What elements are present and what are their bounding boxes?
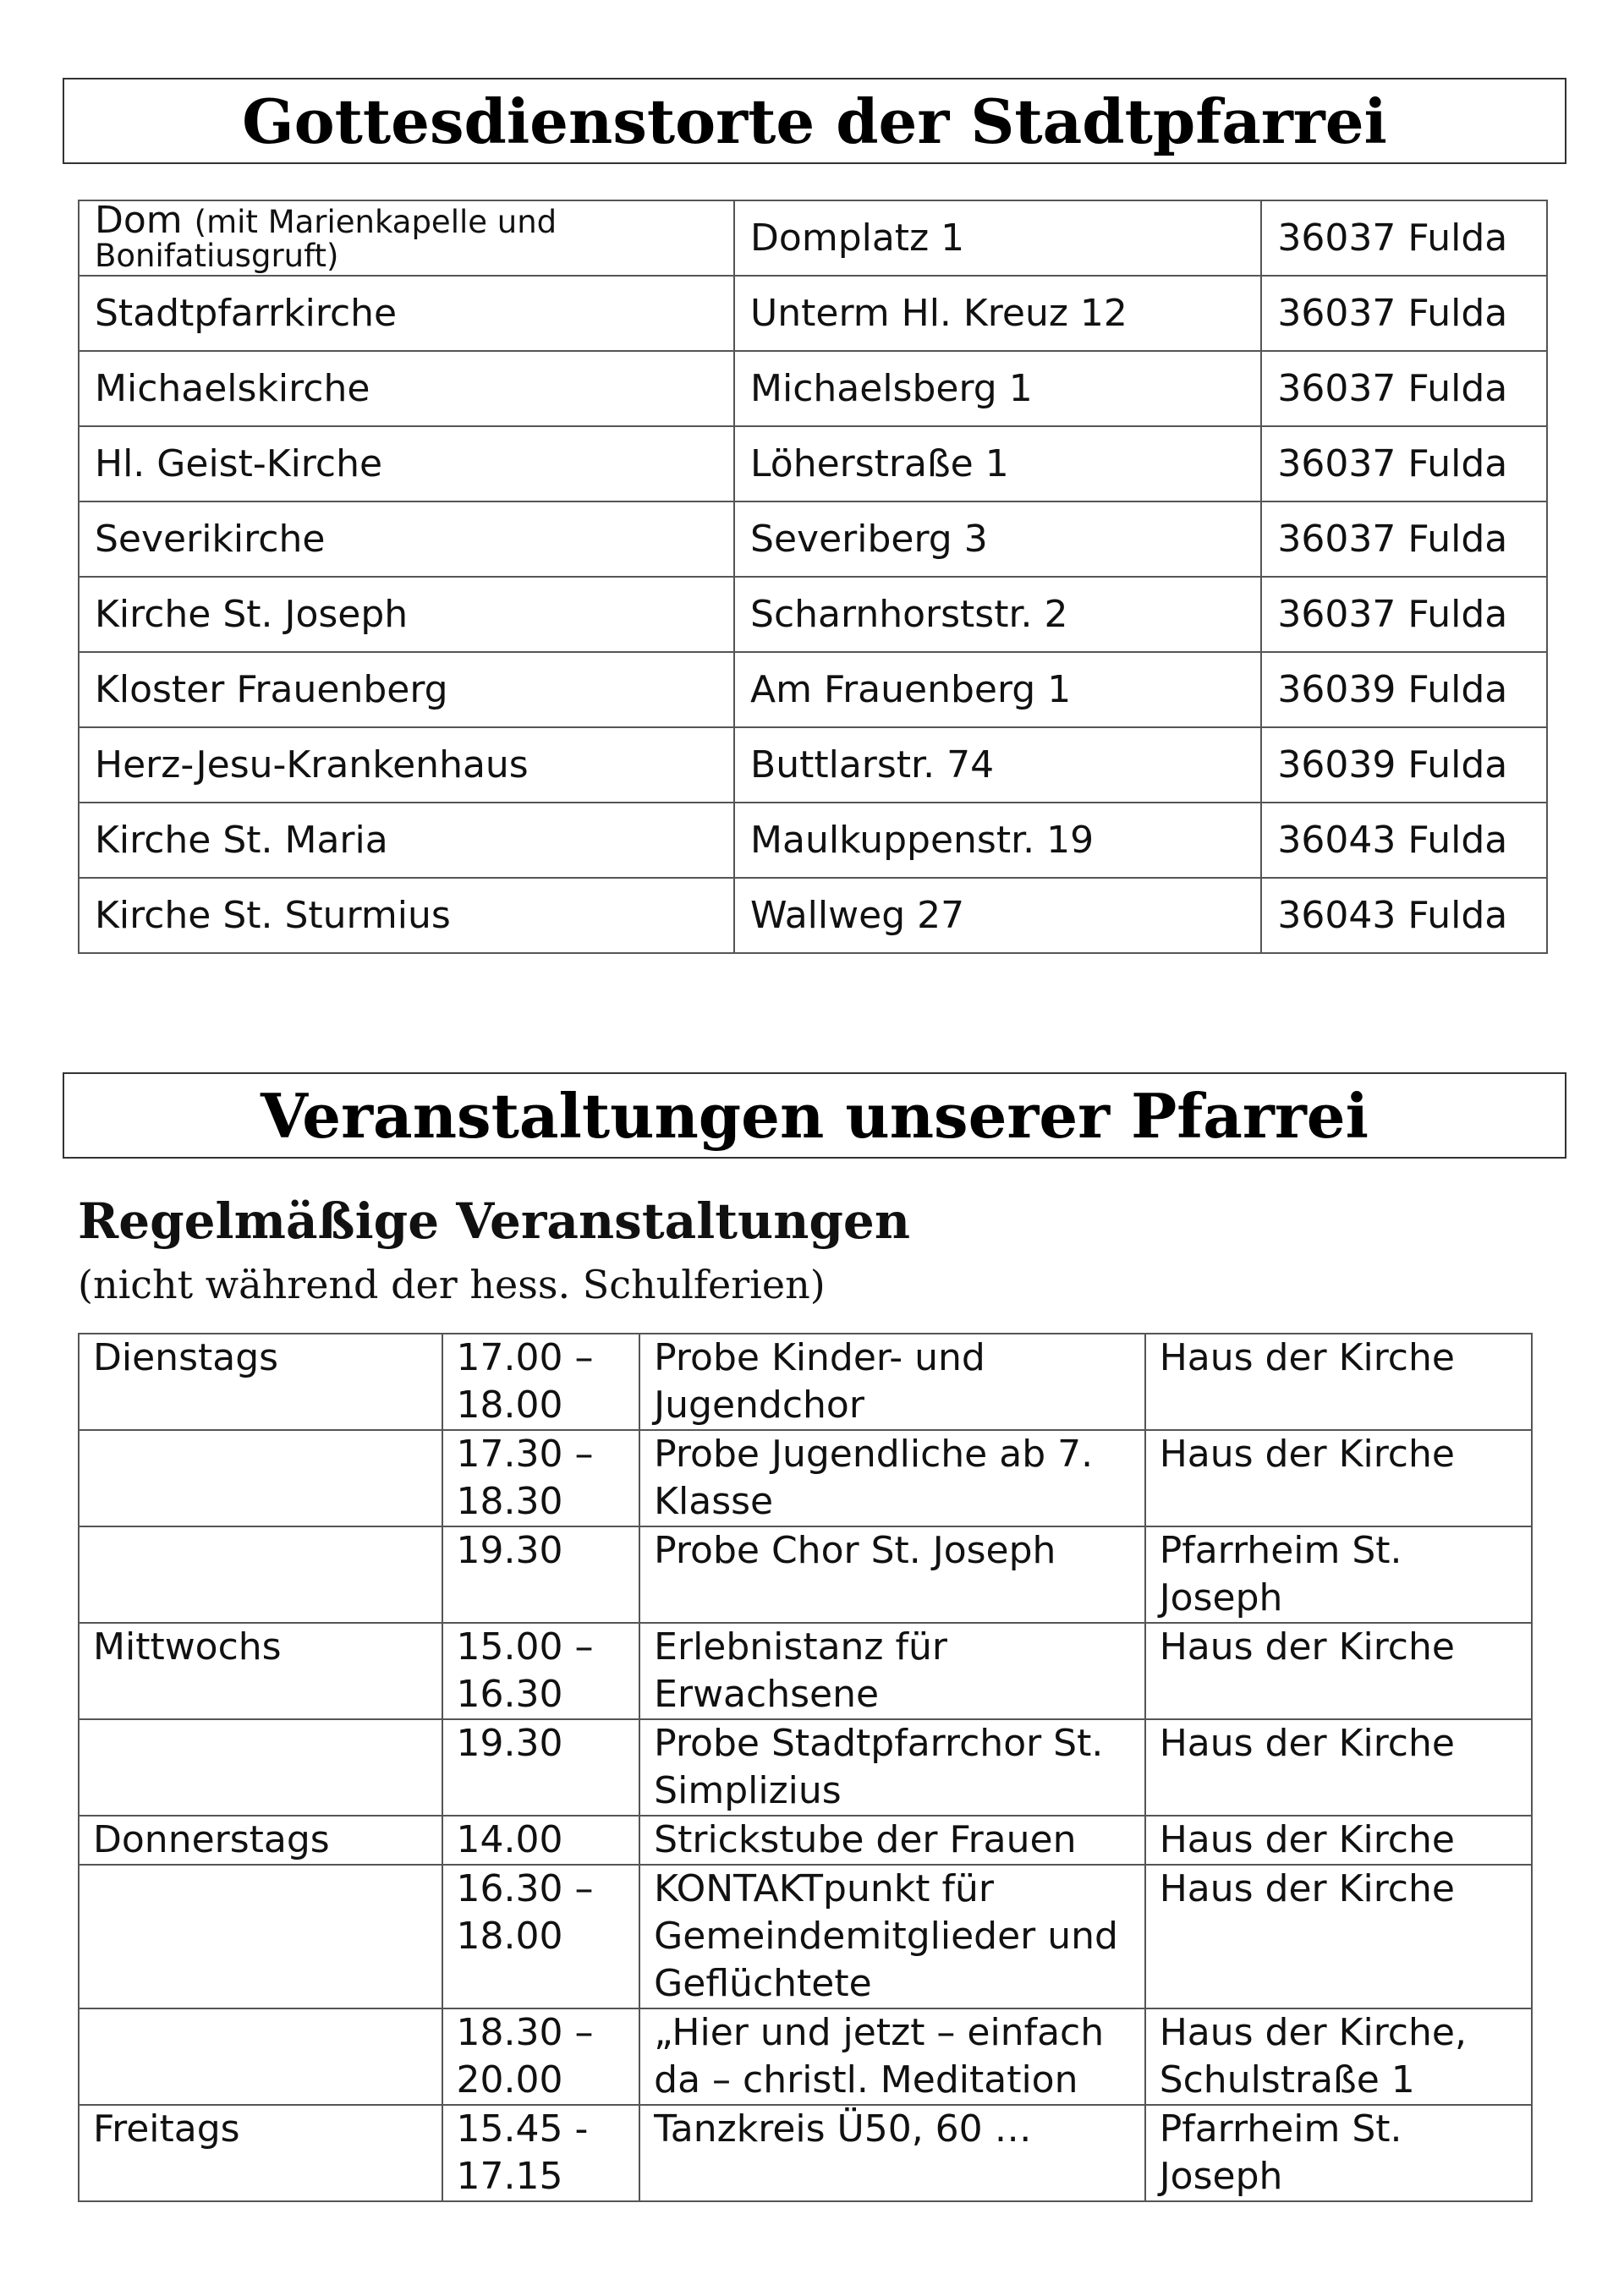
- event-time-cell: 17.30 – 18.30: [442, 1430, 640, 1526]
- table-row: [79, 200, 1547, 276]
- place-street-cell: Maulkuppenstr. 19: [734, 803, 1261, 878]
- event-day-cell: Donnerstags: [79, 1816, 442, 1865]
- place-note: (mit Marienkapelle und Bonifatiusgruft): [95, 203, 557, 274]
- place-name-cell: Michaelskirche: [79, 351, 734, 426]
- event-day-cell: Freitags: [79, 2105, 442, 2201]
- place-street-cell: Löherstraße 1: [734, 426, 1261, 501]
- event-place-cell: Haus der Kirche: [1145, 1865, 1532, 2008]
- event-time-cell: 19.30: [442, 1526, 640, 1623]
- table-row: [79, 1816, 1532, 1865]
- table-row: [79, 727, 1547, 803]
- place-city-cell: 36039 Fulda: [1261, 652, 1547, 727]
- event-place-cell: Haus der Kirche: [1145, 1719, 1532, 1816]
- event-place-cell: Haus der Kirche: [1145, 1623, 1532, 1719]
- event-day-cell: [79, 1430, 442, 1526]
- event-title-cell: Strickstube der Frauen: [639, 1816, 1145, 1865]
- event-place-cell: Haus der Kirche: [1145, 1334, 1532, 1430]
- event-time-cell: 17.00 – 18.00: [442, 1334, 640, 1430]
- place-city-cell: 36037 Fulda: [1261, 276, 1547, 351]
- event-title-cell: Probe Stadtpfarrchor St. Simplizius: [639, 1719, 1145, 1816]
- table-row: [79, 1526, 1532, 1623]
- subheading-regelmaessig: Regelmäßige Veranstaltungen: [78, 1192, 910, 1250]
- place-street-cell: Scharnhorststr. 2: [734, 577, 1261, 652]
- event-title-cell: Probe Kinder- und Jugendchor: [639, 1334, 1145, 1430]
- table-row: [79, 652, 1547, 727]
- place-name-cell: Hl. Geist-Kirche: [79, 426, 734, 501]
- place-street-cell: Michaelsberg 1: [734, 351, 1261, 426]
- event-title-cell: Probe Jugendliche ab 7. Klasse: [639, 1430, 1145, 1526]
- place-city-cell: 36043 Fulda: [1261, 803, 1547, 878]
- table-row: [79, 426, 1547, 501]
- event-day-cell: [79, 1865, 442, 2008]
- event-time-cell: 18.30 – 20.00: [442, 2008, 640, 2105]
- event-title-cell: „Hier und jetzt – einfach da – christl. Meditation: [639, 2008, 1145, 2105]
- event-place-cell: Haus der Kirche: [1145, 1816, 1532, 1865]
- subheading-note: (nicht während der hess. Schulferien): [78, 1262, 826, 1307]
- place-city-cell: 36037 Fulda: [1261, 200, 1547, 276]
- place-street-cell: Unterm Hl. Kreuz 12: [734, 276, 1261, 351]
- table-row: [79, 351, 1547, 426]
- table-row: [79, 878, 1547, 953]
- event-title-cell: KONTAKTpunkt für Gemeindemitglieder und Geflüchtete: [639, 1865, 1145, 2008]
- event-day-cell: [79, 2008, 442, 2105]
- table-row: [79, 276, 1547, 351]
- section-title-veranstaltungen: Veranstaltungen unserer Pfarrei: [63, 1072, 1566, 1159]
- table-row: [79, 1430, 1532, 1526]
- place-street-cell: Wallweg 27: [734, 878, 1261, 953]
- place-street-cell: Am Frauenberg 1: [734, 652, 1261, 727]
- place-name-cell: Stadtpfarrkirche: [79, 276, 734, 351]
- place-street-cell: Severiberg 3: [734, 501, 1261, 577]
- place-name-cell: Kirche St. Sturmius: [79, 878, 734, 953]
- event-day-cell: Mittwochs: [79, 1623, 442, 1719]
- events-table: [78, 1333, 1533, 2202]
- event-day-cell: [79, 1719, 442, 1816]
- place-city-cell: 36037 Fulda: [1261, 501, 1547, 577]
- event-place-cell: Pfarrheim St. Joseph: [1145, 2105, 1532, 2201]
- table-row: [79, 501, 1547, 577]
- place-city-cell: 36037 Fulda: [1261, 351, 1547, 426]
- table-row: [79, 1865, 1532, 2008]
- table-row: [79, 1719, 1532, 1816]
- event-title-cell: Erlebnistanz für Erwachsene: [639, 1623, 1145, 1719]
- event-place-cell: Haus der Kirche, Schulstraße 1: [1145, 2008, 1532, 2105]
- event-time-cell: 16.30 – 18.00: [442, 1865, 640, 2008]
- place-city-cell: 36037 Fulda: [1261, 577, 1547, 652]
- table-row: [79, 2105, 1532, 2201]
- event-title-cell: Probe Chor St. Joseph: [639, 1526, 1145, 1623]
- event-day-cell: Dienstags: [79, 1334, 442, 1430]
- place-name-cell: Herz-Jesu-Krankenhaus: [79, 727, 734, 803]
- place-name-cell: Dom (mit Marienkapelle und Bonifatiusgruft): [79, 200, 734, 276]
- table-row: [79, 1334, 1532, 1430]
- event-time-cell: 14.00: [442, 1816, 640, 1865]
- event-time-cell: 19.30: [442, 1719, 640, 1816]
- section-title-gottesdienstorte: Gottesdienstorte der Stadtpfarrei: [63, 78, 1566, 164]
- table-row: [79, 577, 1547, 652]
- place-name-cell: Kirche St. Maria: [79, 803, 734, 878]
- place-city-cell: 36043 Fulda: [1261, 878, 1547, 953]
- table-row: [79, 2008, 1532, 2105]
- place-name-cell: Severikirche: [79, 501, 734, 577]
- place-street-cell: Buttlarstr. 74: [734, 727, 1261, 803]
- table-row: [79, 803, 1547, 878]
- event-place-cell: Haus der Kirche: [1145, 1430, 1532, 1526]
- event-time-cell: 15.00 – 16.30: [442, 1623, 640, 1719]
- place-city-cell: 36037 Fulda: [1261, 426, 1547, 501]
- event-day-cell: [79, 1526, 442, 1623]
- place-city-cell: 36039 Fulda: [1261, 727, 1547, 803]
- place-name-cell: Kirche St. Joseph: [79, 577, 734, 652]
- event-place-cell: Pfarrheim St. Joseph: [1145, 1526, 1532, 1623]
- event-title-cell: Tanzkreis Ü50, 60 …: [639, 2105, 1145, 2201]
- table-row: [79, 1623, 1532, 1719]
- places-table: [78, 200, 1548, 954]
- place-street-cell: Domplatz 1: [734, 200, 1261, 276]
- place-name-cell: Kloster Frauenberg: [79, 652, 734, 727]
- event-time-cell: 15.45 - 17.15: [442, 2105, 640, 2201]
